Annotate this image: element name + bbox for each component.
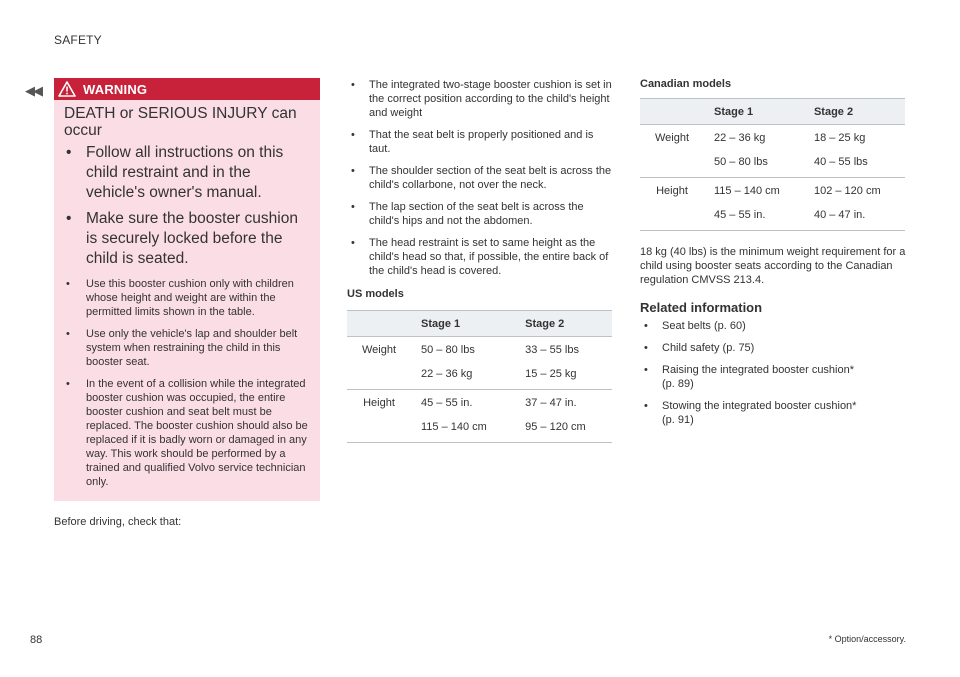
table-header-cell: Stage 1	[411, 311, 515, 337]
related-link-seat-belts[interactable]: • Seat belts (p. 60)	[644, 320, 746, 332]
table-row	[347, 337, 612, 390]
table-cell: 115 – 140 cm 45 – 55 in.	[704, 178, 804, 231]
canadian-models-heading: Canadian models	[640, 78, 732, 90]
page-number: 88	[30, 634, 43, 646]
warning-box	[54, 78, 320, 501]
table-cell: 45 – 55 in. 115 – 140 cm	[411, 390, 515, 443]
row-label: Height	[347, 390, 411, 443]
footnote: * Option/accessory.	[828, 634, 906, 644]
list-item: • Follow all instructions on this child restraint and in the vehicle's owner's manual.	[66, 144, 284, 201]
section-header: SAFETY	[54, 33, 102, 47]
row-label: Height	[640, 178, 704, 231]
warning-bar	[54, 78, 320, 100]
warning-detail-list	[54, 275, 320, 489]
table-cell: 102 – 120 cm 40 – 47 in.	[804, 178, 905, 231]
middle-column	[347, 78, 612, 443]
table-header-cell	[640, 99, 704, 125]
table-row	[640, 125, 905, 178]
table-row	[640, 178, 905, 231]
related-information-heading: Related information	[640, 300, 763, 315]
table-header-cell: Stage 2	[515, 311, 612, 337]
table-cell: 33 – 55 lbs 15 – 25 kg	[515, 337, 612, 390]
warning-main-list	[54, 139, 320, 269]
warning-triangle-icon	[58, 81, 76, 97]
list-item: • That the seat belt is properly positioned and is taut.	[351, 129, 594, 155]
list-item: • The integrated two-stage booster cushion is set in the correct position according to the child's height and weight	[351, 79, 612, 119]
table-cell: 50 – 80 lbs 22 – 36 kg	[411, 337, 515, 390]
related-links-list	[640, 319, 906, 427]
right-column	[640, 78, 906, 435]
us-models-table	[347, 310, 612, 443]
related-link-raising-booster[interactable]: • Raising the integrated booster cushion* (p. 89)	[644, 364, 855, 390]
related-link-child-safety[interactable]: • Child safety (p. 75)	[644, 342, 755, 354]
canadian-models-table	[640, 98, 905, 231]
table-row	[347, 390, 612, 443]
table-cell: 18 – 25 kg 40 – 55 lbs	[804, 125, 905, 178]
list-item: • The head restraint is set to same height as the child's head so that, if possible, the entire back of the child's head is covered.	[351, 237, 609, 277]
table-header-cell: Stage 1	[704, 99, 804, 125]
list-item: • Use only the vehicle's lap and shoulder belt system when restraining the child in this booster seat.	[66, 328, 298, 368]
double-chevron-left-icon[interactable]: ◀◀	[25, 83, 41, 98]
list-item: • In the event of a collision while the integrated booster cushion was occupied, the entire booster cushion and seat belt must be replaced. The booster cushion should also be replaced if it is badly worn or damaged in any way. This work should be performed by a trained and qualified Volvo service technician only.	[66, 378, 308, 488]
canadian-note: 18 kg (40 lbs) is the minimum weight requirement for a child using booster seats according to the Canadian regulation CMVSS 213.4.	[640, 246, 906, 286]
check-list	[347, 78, 612, 278]
row-label: Weight	[347, 337, 411, 390]
before-driving-text: Before driving, check that:	[54, 516, 182, 528]
list-item: • Make sure the booster cushion is securely locked before the child is seated.	[66, 210, 298, 267]
warning-heading: DEATH or SERIOUS INJURY can occur	[64, 105, 297, 139]
warning-title: WARNING	[83, 81, 148, 97]
table-header-cell: Stage 2	[804, 99, 905, 125]
row-label: Weight	[640, 125, 704, 178]
list-item: • Use this booster cushion only with children whose height and weight are within the permitted limits shown in the table.	[66, 278, 294, 318]
table-header-cell	[347, 311, 411, 337]
list-item: • The shoulder section of the seat belt is across the child's collarbone, not over the neck.	[351, 165, 612, 191]
list-item: • The lap section of the seat belt is across the child's hips and not the abdomen.	[351, 201, 584, 227]
us-models-heading: US models	[347, 288, 404, 300]
related-link-stowing-booster[interactable]: • Stowing the integrated booster cushion* (p. 91)	[644, 400, 857, 426]
table-cell: 22 – 36 kg 50 – 80 lbs	[704, 125, 804, 178]
table-cell: 37 – 47 in. 95 – 120 cm	[515, 390, 612, 443]
